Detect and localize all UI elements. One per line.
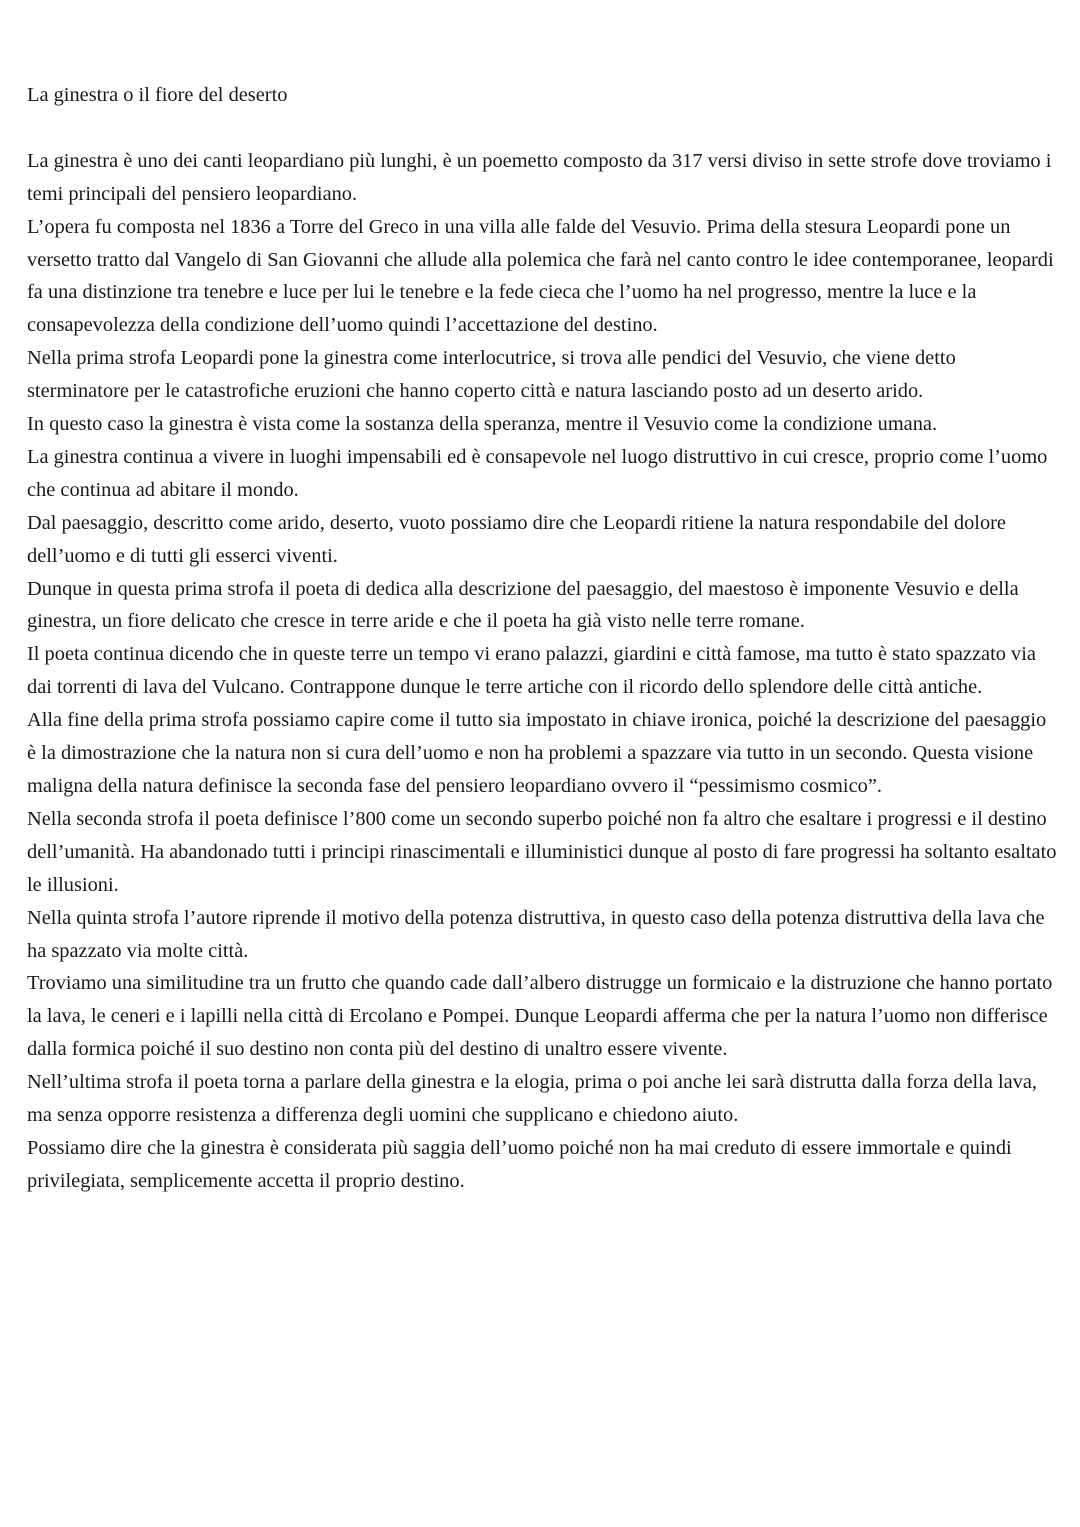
paragraph: Troviamo una similitudine tra un frutto che quando cade dall’albero distrugge un formicaio e la distruzione che hanno portato la lava, le ceneri e i lapilli nella città di Ercolano e Pompei. Dunque Leopardi afferma che per la natura l’uomo non differisce dalla formica poiché il suo destino non conta più del destino di unaltro essere vivente. <box>27 972 1053 1061</box>
document-body <box>27 145 1057 1198</box>
paragraph: L’opera fu composta nel 1836 a Torre del Greco in una villa alle falde del Vesuvio. Prima della stesura Leopardi pone un versetto tratto dal Vangelo di San Giovanni che allude alla polemica che farà nel canto contro le idee contemporanee, leopardi fa una distinzione tra tenebre e luce per lui le tenebre e la fede cieca che l’uomo ha nel progresso, mentre la luce e la consapevolezza della condizione dell’uomo quindi l’accettazione del destino. <box>27 215 1054 337</box>
paragraph: Dunque in questa prima strofa il poeta di dedica alla descrizione del paesaggio, del maestoso è imponente Vesuvio e della ginestra, un fiore delicato che cresce in terre aride e che il poeta ha già visto nelle terre romane. <box>27 577 1019 633</box>
paragraph: Nella seconda strofa il poeta definisce l’800 come un secondo superbo poiché non fa altro che esaltare i progressi e il destino dell’umanità. Ha abandonado tutti i principi rinascimentali e illuministici dunque al posto di fare progressi ha soltanto esaltato le illusioni. <box>27 807 1057 896</box>
paragraph: Dal paesaggio, descritto come arido, deserto, vuoto possiamo dire che Leopardi ritiene la natura respondabile del dolore dell’uomo e di tutti gli esserci viventi. <box>27 511 1006 567</box>
paragraph: Il poeta continua dicendo che in queste terre un tempo vi erano palazzi, giardini e città famose, ma tutto è stato spazzato via dai torrenti di lava del Vulcano. Contrappone dunque le terre artiche con il ricordo dello splendore delle città antiche. <box>27 643 1036 699</box>
paragraph: Possiamo dire che la ginestra è considerata più saggia dell’uomo poiché non ha mai creduto di essere immortale e quindi privilegiata, semplicemente accetta il proprio destino. <box>27 1136 1012 1192</box>
paragraph: In questo caso la ginestra è vista come la sostanza della speranza, mentre il Vesuvio come la condizione umana. <box>27 413 938 436</box>
document-content <box>27 79 1057 1198</box>
paragraph: Nell’ultima strofa il poeta torna a parlare della ginestra e la elogia, prima o poi anche lei sarà distrutta dalla forza della lava, ma senza opporre resistenza a differenza degli uomini che supplicano e chiedono aiuto. <box>27 1071 1038 1127</box>
paragraph: Nella quinta strofa l’autore riprende il motivo della potenza distruttiva, in questo caso della potenza distruttiva della lava che ha spazzato via molte città. <box>27 906 1045 962</box>
paragraph: Nella prima strofa Leopardi pone la ginestra come interlocutrice, si trova alle pendici del Vesuvio, che viene detto sterminatore per le catastrofiche eruzioni che hanno coperto città e natura lasciando posto ad un deserto arido. <box>27 347 956 403</box>
paragraph: La ginestra continua a vivere in luoghi impensabili ed è consapevole nel luogo distruttivo in cui cresce, proprio come l’uomo che continua ad abitare il mondo. <box>27 445 1048 501</box>
document-title: La ginestra o il fiore del deserto <box>27 84 288 106</box>
paragraph: La ginestra è uno dei canti leopardiano più lunghi, è un poemetto composto da 317 versi diviso in sette strofe dove troviamo i temi principali del pensiero leopardiano. <box>27 149 1052 205</box>
paragraph: Alla fine della prima strofa possiamo capire come il tutto sia impostato in chiave ironica, poiché la descrizione del paesaggio è la dimostrazione che la natura non si cura dell’uomo e non ha problemi a spazzare via tutto in un secondo. Questa visione maligna della natura definisce la seconda fase del pensiero leopardiano ovvero il “pessimismo cosmico”. <box>27 709 1047 798</box>
